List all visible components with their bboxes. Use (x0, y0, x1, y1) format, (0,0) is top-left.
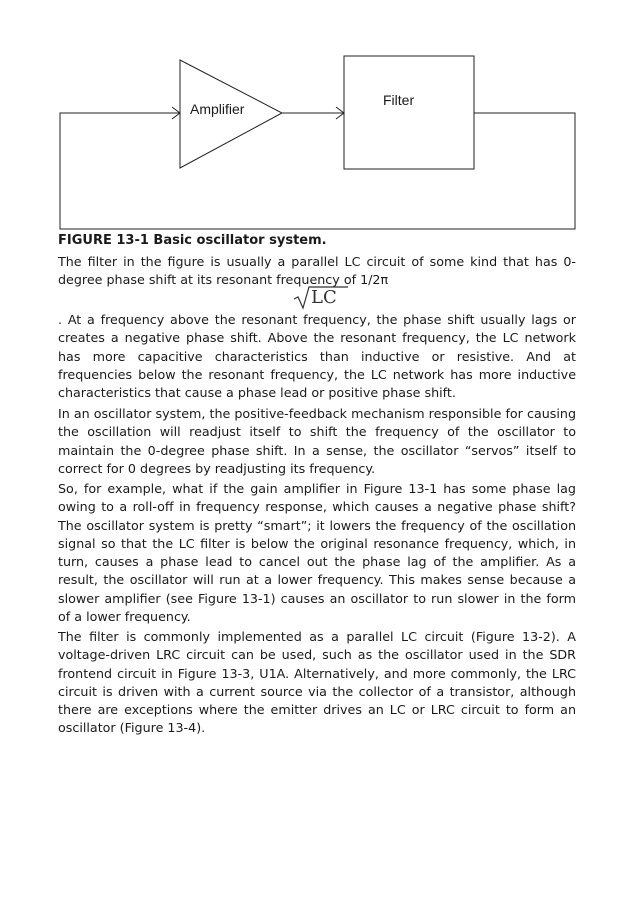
paragraph-5: The filter is commonly implemented as a parallel LC circuit (Figure 13-2). A voltage-driven LRC circuit can be used, such as the oscillator used in the SDR frontend circuit in Figure 13-3, U1A. Alternatively, and more commonly, the LRC circuit is driven with a current source via the collector of a transistor, although there are exceptions where the emitter drives an LC or LRC circuit to form an oscillator (Figure 13-4). (58, 629, 576, 736)
filter-box (344, 56, 474, 169)
filter-label: Filter (383, 92, 415, 108)
paragraph-1: The filter in the figure is usually a parallel LC circuit of some kind that has 0-degree phase shift at its resonant frequency of 1/2π (58, 254, 576, 288)
formula-lc: LC (311, 287, 337, 308)
oscillator-block-diagram (0, 0, 636, 240)
feedback-loop-wire (60, 113, 575, 229)
sqrt-lc-formula (292, 284, 352, 310)
figure-caption: FIGURE 13-1 Basic oscillator system. (58, 233, 327, 248)
amplifier-label: Amplifier (190, 101, 245, 117)
paragraph-4: So, for example, what if the gain amplifier in Figure 13-1 has some phase lag owing to a roll-off in frequency response, which causes a negative phase shift? The oscillator system is pretty “smart”; it lowers the frequency of the oscillation signal so that the LC filter is below the original resonance frequency, which, in turn, causes a phase lead to cancel out the phase lag of the amplifier. As a result, the oscillator will run at a lower frequency. This makes sense because a slower amplifier (see Figure 13-1) causes an oscillator to run slower in the form of a lower frequency. (58, 481, 576, 625)
paragraph-2: . At a frequency above the resonant frequency, the phase shift usually lags or creates a negative phase shift. Above the resonant frequency, the LC network has more capacitive characteristics than inductive or resistive. And at frequencies below the resonant frequency, the LC network has more inductive characteristics that cause a phase lead or positive phase shift. (58, 312, 576, 401)
paragraph-3: In an oscillator system, the positive-feedback mechanism responsible for causing the oscillation will readjust itself to shift the frequency of the oscillator to maintain the 0-degree phase shift. In a sense, the oscillator “servos” itself to correct for 0 degrees by readjusting its frequency. (58, 406, 576, 476)
diagram-lines (0, 0, 636, 240)
